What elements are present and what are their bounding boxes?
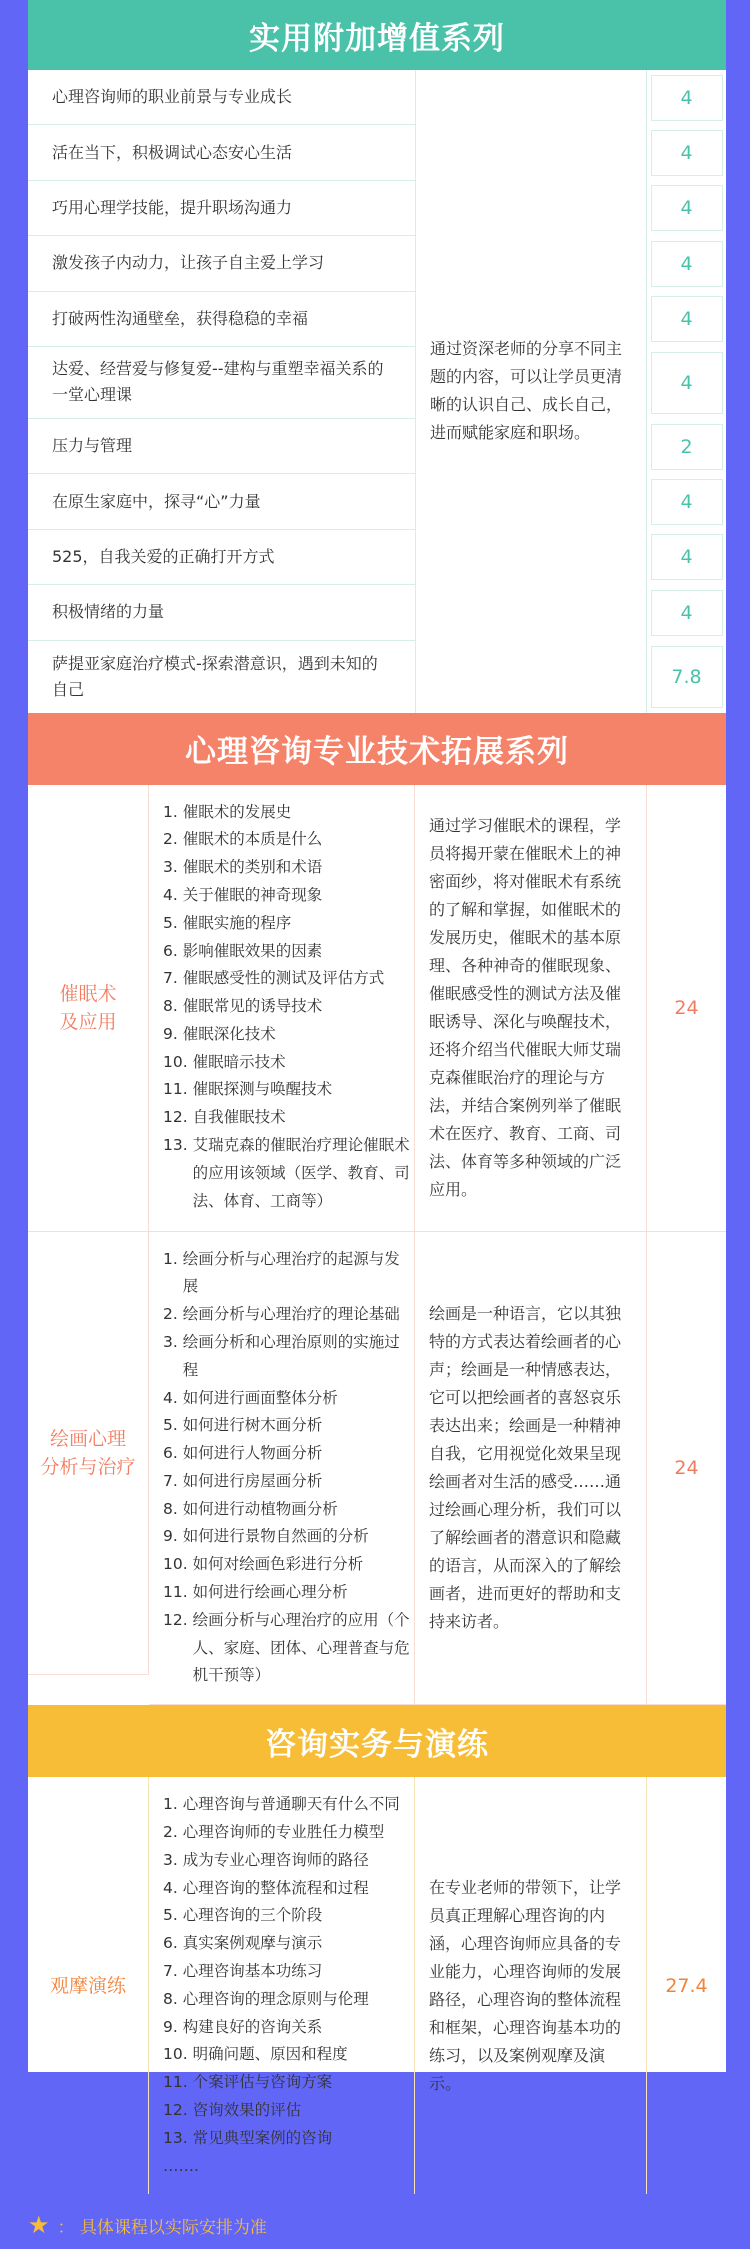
outline-text: 催眠实施的程序: [182, 913, 292, 932]
course-title-line: 分析与治疗: [40, 1455, 136, 1478]
outline-number: 13.: [163, 1136, 193, 1155]
outline-number: 8.: [163, 1989, 183, 2008]
outline-item: [163, 1819, 414, 1847]
course-title: 观摩演练: [28, 1777, 149, 2194]
outline-text: 催眠术的本质是什么: [182, 830, 323, 849]
course-name: 巧用心理学技能，提升职场沟通力: [28, 181, 415, 236]
outline-number: 4.: [163, 1388, 183, 1407]
outline-item: [163, 1496, 414, 1524]
outline-number: 5.: [163, 913, 183, 932]
outline-item: [163, 1385, 414, 1413]
outline-item: [163, 1930, 414, 1958]
outline-number: 1.: [163, 802, 183, 821]
outline-number: 5.: [163, 1906, 183, 1925]
course-title-line: 催眠术: [59, 982, 117, 1005]
outline-number: 10.: [163, 1052, 193, 1071]
outline-number: 1.: [163, 1249, 183, 1268]
outline-text: 催眠感受性的测试及评估方式: [182, 969, 385, 988]
course-hours: 4: [651, 75, 723, 121]
outline-item: [163, 1132, 414, 1215]
outline-item: [163, 1607, 414, 1690]
outline-number: 1.: [163, 1795, 183, 1814]
course-hours: 24: [647, 1232, 726, 1706]
outline-item: [163, 1412, 414, 1440]
course-outline: [149, 785, 415, 1232]
outline-number: 3.: [163, 858, 183, 877]
outline-number: 9.: [163, 2017, 183, 2036]
course-hours: 4: [651, 534, 723, 580]
course-title-line: 绘画心理: [49, 1427, 126, 1450]
hours-cell: [647, 419, 726, 474]
course-hours: 4: [651, 296, 723, 342]
outline-item: [163, 1523, 414, 1551]
outline-number: 2.: [163, 1305, 183, 1324]
hours-cell: [647, 236, 726, 291]
course-name-column: [28, 70, 415, 713]
outline-number: 9.: [163, 1527, 183, 1546]
outline-item: [163, 2069, 414, 2097]
outline-number: 5.: [163, 1416, 183, 1435]
outline-item: [163, 1551, 414, 1579]
outline-number: 11.: [163, 1583, 193, 1602]
course-title: [28, 785, 149, 1232]
course-outline: [149, 1777, 415, 2194]
outline-text: 如何进行动植物画分析: [182, 1499, 338, 1518]
outline-text: 绘画分析与心理治疗的应用（个人、家庭、团体、心理普查与危机干预等）: [192, 1610, 410, 1685]
outline-text: 绘画分析与心理治疗的起源与发展: [182, 1249, 400, 1296]
outline-item: [163, 1021, 414, 1049]
section-added-value: [28, 0, 726, 713]
outline-number: 11.: [163, 1080, 193, 1099]
footer-note: [28, 2208, 267, 2242]
outline-item: [163, 2041, 414, 2069]
course-name: 活在当下，积极调试心态安心生活: [28, 125, 415, 180]
outline-item: [163, 1847, 414, 1875]
hours-cell: [647, 70, 726, 125]
outline-item: [163, 1875, 414, 1903]
outline-text: 如何进行房屋画分析: [182, 1471, 323, 1490]
outline-item: [163, 854, 414, 882]
section-title: 心理咨询专业技术拓展系列: [28, 713, 726, 785]
outline-number: 13.: [163, 2128, 193, 2147]
outline-text: 影响催眠效果的因素: [182, 941, 323, 960]
outline-text: 如何进行画面整体分析: [182, 1388, 338, 1407]
hours-cell: [647, 125, 726, 180]
outline-text: 催眠暗示技术: [192, 1052, 286, 1071]
hours-cell: [647, 641, 726, 713]
outline-text: 心理咨询基本功练习: [182, 1962, 323, 1981]
course-outline: [149, 1232, 415, 1706]
outline-text: …….: [163, 2156, 199, 2175]
outline-text: 催眠术的发展史: [182, 802, 292, 821]
hours-cell: [647, 292, 726, 347]
outline-number: 4.: [163, 885, 183, 904]
outline-number: 3.: [163, 1850, 183, 1869]
hours-cell: [647, 585, 726, 640]
course-hours: 4: [651, 130, 723, 176]
outline-text: 心理咨询师的专业胜任力模型: [182, 1823, 385, 1842]
course-hours: 4: [651, 479, 723, 525]
outline-number: 6.: [163, 1444, 183, 1463]
outline-text: 常见典型案例的咨询: [192, 2128, 333, 2147]
outline-text: 构建良好的咨询关系: [182, 2017, 323, 2036]
outline-text: 催眠术的类别和术语: [182, 858, 323, 877]
outline-number: 11.: [163, 2073, 193, 2092]
outline-item: [163, 1049, 414, 1077]
outline-item: [163, 882, 414, 910]
outline-item: [163, 2125, 414, 2153]
outline-item: [163, 965, 414, 993]
course-name: 525，自我关爱的正确打开方式: [28, 530, 415, 585]
outline-item: [163, 1076, 414, 1104]
outline-number: 2.: [163, 830, 183, 849]
outline-text: 催眠探测与唤醒技术: [192, 1080, 333, 1099]
outline-number: 10.: [163, 1555, 193, 1574]
outline-text: 催眠深化技术: [182, 1024, 276, 1043]
outline-number: 8.: [163, 997, 183, 1016]
outline-item: [163, 2097, 414, 2125]
outline-number: 2.: [163, 1823, 183, 1842]
section-practice: [28, 1705, 726, 2175]
hours-cell: [647, 530, 726, 585]
course-name: 打破两性沟通壁垒，获得稳稳的幸福: [28, 292, 415, 347]
course-tables: [28, 0, 726, 2175]
outline-text: 如何进行树木画分析: [182, 1416, 323, 1435]
section-title: 实用附加增值系列: [28, 0, 726, 70]
outline-number: 4.: [163, 1878, 183, 1897]
course-hours: 4: [651, 185, 723, 231]
outline-text: 自我催眠技术: [192, 1108, 286, 1127]
outline-text: 个案评估与咨询方案: [192, 2073, 333, 2092]
outline-number: 9.: [163, 1024, 183, 1043]
outline-item: [163, 1329, 414, 1385]
outline-number: 12.: [163, 1108, 193, 1127]
course-hours: 4: [651, 241, 723, 287]
outline-text: 明确问题、原因和程度: [192, 2045, 348, 2064]
outline-item: [163, 1440, 414, 1468]
section-professional-skills: [28, 713, 726, 1706]
hours-cell: [647, 474, 726, 529]
course-name: 在原生家庭中，探寻“心”力量: [28, 474, 415, 529]
outline-item: [163, 1986, 414, 2014]
section-description: 通过资深老师的分享不同主题的内容，可以让学员更清晰的认识自己、成长自己，进而赋能家庭和职场。: [415, 70, 647, 713]
outline-text: 艾瑞克森的催眠治疗理论催眠术的应用该领域（医学、教育、司法、体育、工商等）: [192, 1136, 410, 1210]
outline-text: 如何对绘画色彩进行分析: [192, 1555, 364, 1574]
outline-item: [163, 1958, 414, 1986]
outline-item: [163, 2153, 414, 2181]
course-name: 达爱、经营爱与修复爱--建构与重塑幸福关系的一堂心理课: [28, 347, 415, 419]
hours-cell: [647, 347, 726, 419]
outline-text: 关于催眠的神奇现象: [182, 885, 323, 904]
outline-item: [163, 1104, 414, 1132]
outline-item: [163, 826, 414, 854]
outline-number: 12.: [163, 1610, 193, 1629]
outline-item: [163, 1246, 414, 1302]
outline-text: 如何进行人物画分析: [182, 1444, 323, 1463]
outline-number: 6.: [163, 941, 183, 960]
course-title-line: 及应用: [59, 1010, 117, 1033]
outline-item: [163, 2014, 414, 2042]
outline-text: 如何进行景物自然画的分析: [182, 1527, 369, 1546]
course-name: 心理咨询师的职业前景与专业成长: [28, 70, 415, 125]
course-hours: 4: [651, 590, 723, 636]
outline-number: 12.: [163, 2101, 193, 2120]
hours-cell: [647, 181, 726, 236]
outline-number: 3.: [163, 1332, 183, 1351]
outline-text: 绘画分析与心理治疗的理论基础: [182, 1305, 400, 1324]
outline-item: [163, 993, 414, 1021]
outline-item: [163, 938, 414, 966]
outline-text: 心理咨询的整体流程和过程: [182, 1878, 369, 1897]
hours-column: [647, 70, 726, 713]
outline-number: 7.: [163, 969, 183, 988]
outline-number: 8.: [163, 1499, 183, 1518]
outline-text: 催眠常见的诱导技术: [182, 997, 323, 1016]
outline-number: 7.: [163, 1471, 183, 1490]
outline-text: 心理咨询的三个阶段: [182, 1906, 323, 1925]
outline-text: 绘画分析和心理治原则的实施过程: [182, 1332, 400, 1379]
course-description: 通过学习催眠术的课程，学员将揭开蒙在催眠术上的神密面纱，将对催眠术有系统的了解和掌握，如催眠术的发展历史，催眠术的基本原理、各种神奇的催眠现象、催眠感受性的测试方法及催眠诱导、深化与唤醒技术，还将介绍当代催眠大师艾瑞克森催眠治疗的理论与方法，并结合案例列举了催眠术在医疗、教育、工商、司法、体育等多种领域的广泛应用。: [415, 785, 647, 1232]
course-description: 在专业老师的带领下，让学员真正理解心理咨询的内涵，心理咨询师应具备的专业能力，心理咨询师的发展路径，心理咨询的整体流程和框架，心理咨询基本功的练习，以及案例观摩及演示。: [415, 1777, 647, 2194]
course-name: 积极情绪的力量: [28, 585, 415, 640]
outline-text: 心理咨询与普通聊天有什么不同: [182, 1795, 400, 1814]
course-hours: 4: [651, 352, 723, 414]
outline-item: [163, 1468, 414, 1496]
outline-item: [163, 1301, 414, 1329]
outline-text: 咨询效果的评估: [192, 2101, 302, 2120]
outline-text: 心理咨询的理念原则与伦理: [182, 1989, 369, 2008]
course-hours: 24: [647, 785, 726, 1232]
footer-text: ： 具体课程以实际安排为准: [57, 2217, 267, 2238]
outline-text: 如何进行绘画心理分析: [192, 1583, 348, 1602]
course-name: 萨提亚家庭治疗模式-探索潜意识，遇到未知的自己: [52, 653, 378, 699]
course-hours: 7.8: [651, 646, 723, 708]
course-name: 压力与管理: [28, 419, 415, 474]
outline-item: [163, 799, 414, 827]
course-description: 绘画是一种语言，它以其独特的方式表达着绘画者的心声；绘画是一种情感表达，它可以把绘画者的喜怒哀乐表达出来；绘画是一种精神自我，它用视觉化效果呈现绘画者对生活的感受……通过绘画心理分析，我们可以了解绘画者的潜意识和隐藏的语言，从而深入的了解绘画者，进而更好的帮助和支持来访者。: [415, 1232, 647, 1706]
outline-item: [163, 1579, 414, 1607]
outline-number: 6.: [163, 1934, 183, 1953]
star-icon: ★: [28, 2211, 50, 2239]
outline-item: [163, 1791, 414, 1819]
outline-text: 真实案例观摩与演示: [182, 1934, 323, 1953]
outline-text: 成为专业心理咨询师的路径: [182, 1850, 369, 1869]
course-title: [28, 1232, 149, 1675]
outline-number: 7.: [163, 1962, 183, 1981]
outline-number: 10.: [163, 2045, 193, 2064]
outline-item: [163, 1902, 414, 1930]
section-title: 咨询实务与演练: [28, 1705, 726, 1777]
outline-item: [163, 910, 414, 938]
course-hours: 27.4: [665, 1974, 708, 1997]
course-name: 激发孩子内动力，让孩子自主爱上学习: [28, 236, 415, 291]
course-hours: 2: [651, 424, 723, 470]
